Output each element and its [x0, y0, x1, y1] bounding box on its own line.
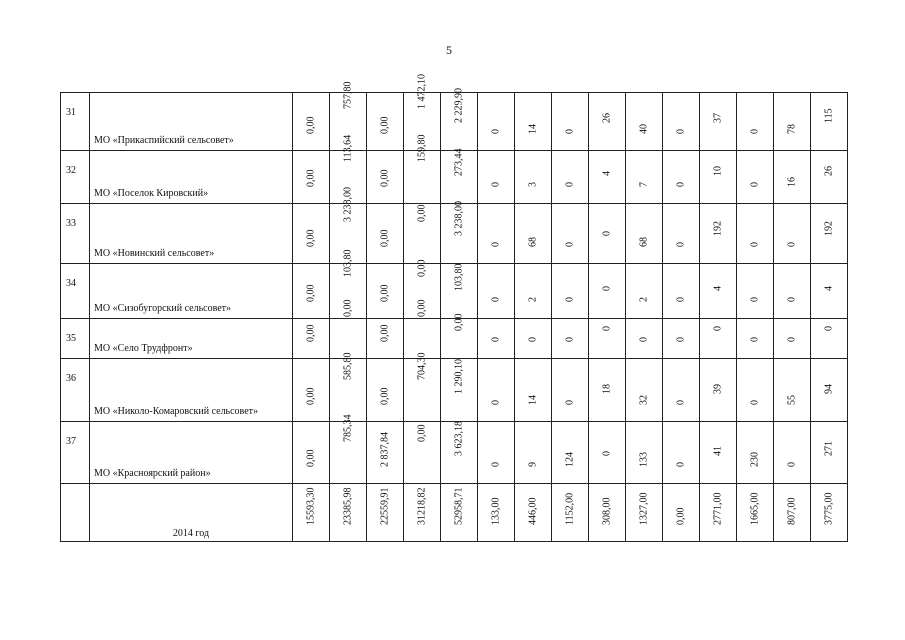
value-cell	[700, 93, 737, 151]
value-cell	[367, 422, 404, 484]
value-cell	[404, 484, 441, 542]
value-cell	[811, 484, 848, 542]
municipality-name: МО «Николо-Комаровский сельсовет»	[94, 406, 259, 417]
cell-value: 0	[490, 242, 502, 247]
cell-value: 0	[564, 129, 576, 134]
value-cell	[515, 93, 552, 151]
cell-value: 0,00	[379, 116, 391, 134]
cell-value: 2 229,90	[453, 88, 465, 123]
municipality-cell	[90, 93, 293, 151]
row-number: 34	[66, 278, 76, 289]
cell-value: 0,00	[453, 313, 465, 331]
value-cell	[589, 93, 626, 151]
value-cell	[663, 359, 700, 422]
cell-value: 31218,82	[416, 487, 428, 525]
cell-value: 52958,71	[453, 487, 465, 525]
value-cell	[478, 264, 515, 319]
cell-value: 103,80	[342, 249, 354, 277]
cell-value: 68	[527, 237, 539, 247]
cell-value: 192	[712, 221, 724, 236]
cell-value: 446,00	[527, 497, 539, 525]
municipality-name: МО «Село Трудфронт»	[94, 343, 193, 354]
value-cell	[441, 88, 478, 151]
cell-value: 0	[564, 337, 576, 342]
cell-value: 757,80	[342, 81, 354, 109]
cell-value: 0	[601, 231, 613, 236]
cell-value: 0	[490, 182, 502, 187]
cell-value: 0	[601, 326, 613, 331]
cell-value: 0	[712, 326, 724, 331]
cell-value: 0	[749, 337, 761, 342]
cell-value: 22559,91	[379, 487, 391, 525]
cell-value: 704,30	[416, 352, 428, 380]
value-cell	[367, 264, 404, 319]
cell-value: 124	[564, 452, 576, 467]
cell-value: 0	[638, 337, 650, 342]
value-cell	[700, 204, 737, 264]
value-cell	[663, 93, 700, 151]
value-cell	[330, 414, 367, 484]
cell-value: 0,00	[379, 169, 391, 187]
value-cell	[774, 204, 811, 264]
value-cell	[774, 422, 811, 484]
value-cell	[515, 204, 552, 264]
cell-value: 0	[601, 451, 613, 456]
cell-value: 0,00	[379, 229, 391, 247]
cell-value: 103,80	[453, 263, 465, 291]
cell-value: 1152,00	[564, 492, 576, 525]
value-cell	[515, 264, 552, 319]
cell-value: 40	[638, 124, 650, 134]
value-cell	[367, 319, 404, 359]
value-cell	[367, 151, 404, 204]
cell-value: 0	[490, 462, 502, 467]
value-cell	[700, 359, 737, 422]
cell-value: 0	[490, 400, 502, 405]
cell-value: 3 623,18	[453, 421, 465, 456]
value-cell	[552, 359, 589, 422]
cell-value: 23385,98	[342, 487, 354, 525]
table-row	[61, 422, 848, 484]
value-cell	[367, 359, 404, 422]
cell-value: 1327,00	[638, 492, 650, 525]
value-cell	[441, 148, 478, 204]
value-cell	[811, 93, 848, 151]
cell-value: 0	[675, 462, 687, 467]
value-cell	[700, 422, 737, 484]
value-cell	[737, 264, 774, 319]
cell-value: 3775,00	[823, 492, 835, 525]
cell-value: 15593,30	[305, 487, 317, 525]
cell-value: 39	[712, 384, 724, 394]
table-row	[61, 319, 848, 359]
cell-value: 308,00	[601, 497, 613, 525]
cell-value: 55	[786, 395, 798, 405]
cell-value: 0,00	[379, 387, 391, 405]
value-cell	[478, 422, 515, 484]
value-cell	[737, 484, 774, 542]
value-cell	[774, 359, 811, 422]
value-cell	[552, 93, 589, 151]
cell-value: 0	[675, 400, 687, 405]
value-cell	[367, 93, 404, 151]
value-cell	[515, 422, 552, 484]
value-cell	[441, 264, 478, 319]
total-label: 2014 год	[172, 528, 210, 539]
value-cell	[293, 359, 330, 422]
cell-value: 0	[675, 182, 687, 187]
cell-value: 0	[786, 242, 798, 247]
cell-value: 807,00	[786, 497, 798, 525]
value-cell	[552, 151, 589, 204]
cell-value: 3	[527, 182, 539, 187]
cell-value: 14	[527, 124, 539, 134]
value-cell	[811, 264, 848, 319]
cell-value: 133	[638, 452, 650, 467]
cell-value: 26	[823, 166, 835, 176]
value-cell	[367, 204, 404, 264]
cell-value: 133,00	[490, 497, 502, 525]
municipality-cell	[90, 319, 293, 359]
value-cell	[626, 484, 663, 542]
value-cell	[515, 484, 552, 542]
municipality-cell	[90, 264, 293, 319]
cell-value: 0	[749, 182, 761, 187]
cell-value: 0	[749, 297, 761, 302]
cell-value: 32	[638, 395, 650, 405]
value-cell	[663, 204, 700, 264]
value-cell	[404, 422, 441, 484]
value-cell	[700, 484, 737, 542]
value-cell	[367, 484, 404, 542]
value-cell	[626, 359, 663, 422]
value-cell	[552, 264, 589, 319]
value-cell	[774, 93, 811, 151]
cell-value: 0	[490, 297, 502, 302]
row-number-cell	[61, 151, 90, 204]
value-cell	[330, 484, 367, 542]
value-cell	[589, 422, 626, 484]
cell-value: 0	[749, 400, 761, 405]
value-cell	[811, 359, 848, 422]
cell-value: 7	[638, 182, 650, 187]
table-row	[61, 359, 848, 422]
cell-value: 785,34	[342, 414, 354, 442]
cell-value: 159,80	[416, 134, 428, 162]
row-number-cell	[61, 359, 90, 422]
table-row	[61, 264, 848, 319]
value-cell	[774, 264, 811, 319]
value-cell	[404, 352, 441, 422]
row-number: 36	[66, 373, 76, 384]
value-cell	[293, 264, 330, 319]
cell-value: 0,00	[305, 169, 317, 187]
value-cell	[589, 359, 626, 422]
municipality-name: МО «Прикаспийский сельсовет»	[94, 135, 234, 146]
cell-value: 0	[527, 337, 539, 342]
cell-value: 585,80	[342, 352, 354, 380]
municipality-cell	[90, 359, 293, 422]
value-cell	[663, 484, 700, 542]
row-number: 31	[66, 107, 76, 118]
cell-value: 3 238,00	[342, 187, 354, 222]
value-cell	[404, 204, 441, 264]
row-number-cell	[61, 422, 90, 484]
value-cell	[663, 422, 700, 484]
row-number: 37	[66, 436, 76, 447]
cell-value: 0	[786, 297, 798, 302]
cell-value: 0,00	[416, 259, 428, 277]
value-cell	[626, 204, 663, 264]
value-cell	[293, 422, 330, 484]
cell-value: 4	[601, 171, 613, 176]
cell-value: 271	[823, 441, 835, 456]
cell-value: 0,00	[305, 324, 317, 342]
value-cell	[552, 484, 589, 542]
page-number: 5	[446, 43, 452, 57]
value-cell	[626, 93, 663, 151]
cell-value: 0	[786, 337, 798, 342]
row-number-cell	[61, 484, 90, 542]
value-cell	[811, 151, 848, 204]
table-row	[61, 204, 848, 264]
municipality-name: МО «Поселок Кировский»	[94, 188, 209, 199]
value-cell	[589, 319, 626, 359]
row-number-cell	[61, 319, 90, 359]
value-cell	[663, 319, 700, 359]
cell-value: 26	[601, 113, 613, 123]
cell-value: 0	[823, 326, 835, 331]
value-cell	[700, 319, 737, 359]
value-cell	[515, 151, 552, 204]
value-cell	[737, 93, 774, 151]
value-cell	[441, 313, 478, 359]
value-cell	[441, 201, 478, 264]
cell-value: 0	[564, 400, 576, 405]
value-cell	[478, 93, 515, 151]
cell-value: 0	[675, 129, 687, 134]
value-cell	[478, 319, 515, 359]
value-cell	[626, 151, 663, 204]
value-cell	[441, 484, 478, 542]
cell-value: 1665,00	[749, 492, 761, 525]
cell-value: 0,00	[305, 116, 317, 134]
value-cell	[663, 151, 700, 204]
value-cell	[441, 359, 478, 422]
row-number-cell	[61, 93, 90, 151]
cell-value: 0	[564, 297, 576, 302]
cell-value: 2	[527, 297, 539, 302]
value-cell	[700, 151, 737, 204]
cell-value: 9	[527, 462, 539, 467]
table-row	[61, 93, 848, 151]
data-table	[60, 74, 848, 542]
cell-value: 41	[712, 446, 724, 456]
cell-value: 0	[675, 242, 687, 247]
cell-value: 18	[601, 384, 613, 394]
cell-value: 115	[823, 108, 835, 123]
cell-value: 0,00	[416, 204, 428, 222]
cell-value: 0	[786, 462, 798, 467]
value-cell	[737, 359, 774, 422]
value-cell	[811, 319, 848, 359]
cell-value: 0,00	[675, 507, 687, 525]
cell-value: 0	[675, 297, 687, 302]
value-cell	[626, 264, 663, 319]
value-cell	[293, 93, 330, 151]
row-number-cell	[61, 264, 90, 319]
value-cell	[441, 422, 478, 484]
cell-value: 0,00	[379, 284, 391, 302]
cell-value: 0,00	[305, 284, 317, 302]
cell-value: 0,00	[379, 324, 391, 342]
cell-value: 0,00	[305, 229, 317, 247]
municipality-name: МО «Новинский сельсовет»	[94, 248, 215, 259]
cell-value: 192	[823, 221, 835, 236]
cell-value: 78	[786, 124, 798, 134]
cell-value: 1 290,10	[453, 359, 465, 394]
cell-value: 0	[564, 182, 576, 187]
cell-value: 1 472,10	[416, 74, 428, 109]
value-cell	[663, 264, 700, 319]
value-cell	[478, 359, 515, 422]
value-cell	[552, 204, 589, 264]
value-cell	[515, 359, 552, 422]
value-cell	[737, 204, 774, 264]
cell-value: 113,64	[342, 134, 354, 162]
cell-value: 37	[712, 113, 724, 123]
cell-value: 0	[564, 242, 576, 247]
value-cell	[737, 422, 774, 484]
value-cell	[552, 319, 589, 359]
value-cell	[626, 319, 663, 359]
cell-value: 4	[823, 286, 835, 291]
municipality-cell	[90, 484, 293, 542]
cell-value: 10	[712, 166, 724, 176]
value-cell	[774, 151, 811, 204]
value-cell	[404, 134, 441, 204]
value-cell	[293, 484, 330, 542]
row-number: 33	[66, 218, 76, 229]
value-cell	[626, 422, 663, 484]
value-cell	[737, 319, 774, 359]
cell-value: 0,00	[305, 449, 317, 467]
cell-value: 0,00	[416, 299, 428, 317]
value-cell	[515, 319, 552, 359]
row-number: 32	[66, 165, 76, 176]
cell-value: 14	[527, 395, 539, 405]
cell-value: 2771,00	[712, 492, 724, 525]
cell-value: 0,00	[416, 424, 428, 442]
cell-value: 273,44	[453, 148, 465, 176]
value-cell	[737, 151, 774, 204]
municipality-cell	[90, 422, 293, 484]
cell-value: 4	[712, 286, 724, 291]
value-cell	[700, 264, 737, 319]
value-cell	[811, 422, 848, 484]
cell-value: 2 837,84	[379, 432, 391, 467]
cell-value: 0	[749, 129, 761, 134]
row-number: 35	[66, 333, 76, 344]
value-cell	[478, 484, 515, 542]
cell-value: 68	[638, 237, 650, 247]
value-cell	[552, 422, 589, 484]
cell-value: 16	[786, 177, 798, 187]
cell-value: 94	[823, 384, 835, 394]
cell-value: 0,00	[305, 387, 317, 405]
cell-value: 230	[749, 452, 761, 467]
municipality-name: МО «Красноярский район»	[94, 468, 211, 479]
value-cell	[293, 319, 330, 359]
municipality-name: МО «Сизобугорский сельсовет»	[94, 303, 232, 314]
total-row	[61, 484, 848, 542]
cell-value: 2	[638, 297, 650, 302]
cell-value: 0	[749, 242, 761, 247]
value-cell	[478, 204, 515, 264]
value-cell	[293, 204, 330, 264]
table-row	[61, 151, 848, 204]
municipality-cell	[90, 151, 293, 204]
cell-value: 0	[490, 337, 502, 342]
value-cell	[589, 204, 626, 264]
value-cell	[330, 352, 367, 422]
value-cell	[589, 484, 626, 542]
value-cell	[293, 151, 330, 204]
value-cell	[478, 151, 515, 204]
cell-value: 0,00	[342, 299, 354, 317]
cell-value: 3 238,00	[453, 201, 465, 236]
value-cell	[774, 484, 811, 542]
value-cell	[774, 319, 811, 359]
municipality-cell	[90, 204, 293, 264]
row-number-cell	[61, 204, 90, 264]
value-cell	[811, 204, 848, 264]
cell-value: 0	[490, 129, 502, 134]
value-cell	[589, 264, 626, 319]
cell-value: 0	[601, 286, 613, 291]
value-cell	[589, 151, 626, 204]
cell-value: 0	[675, 337, 687, 342]
